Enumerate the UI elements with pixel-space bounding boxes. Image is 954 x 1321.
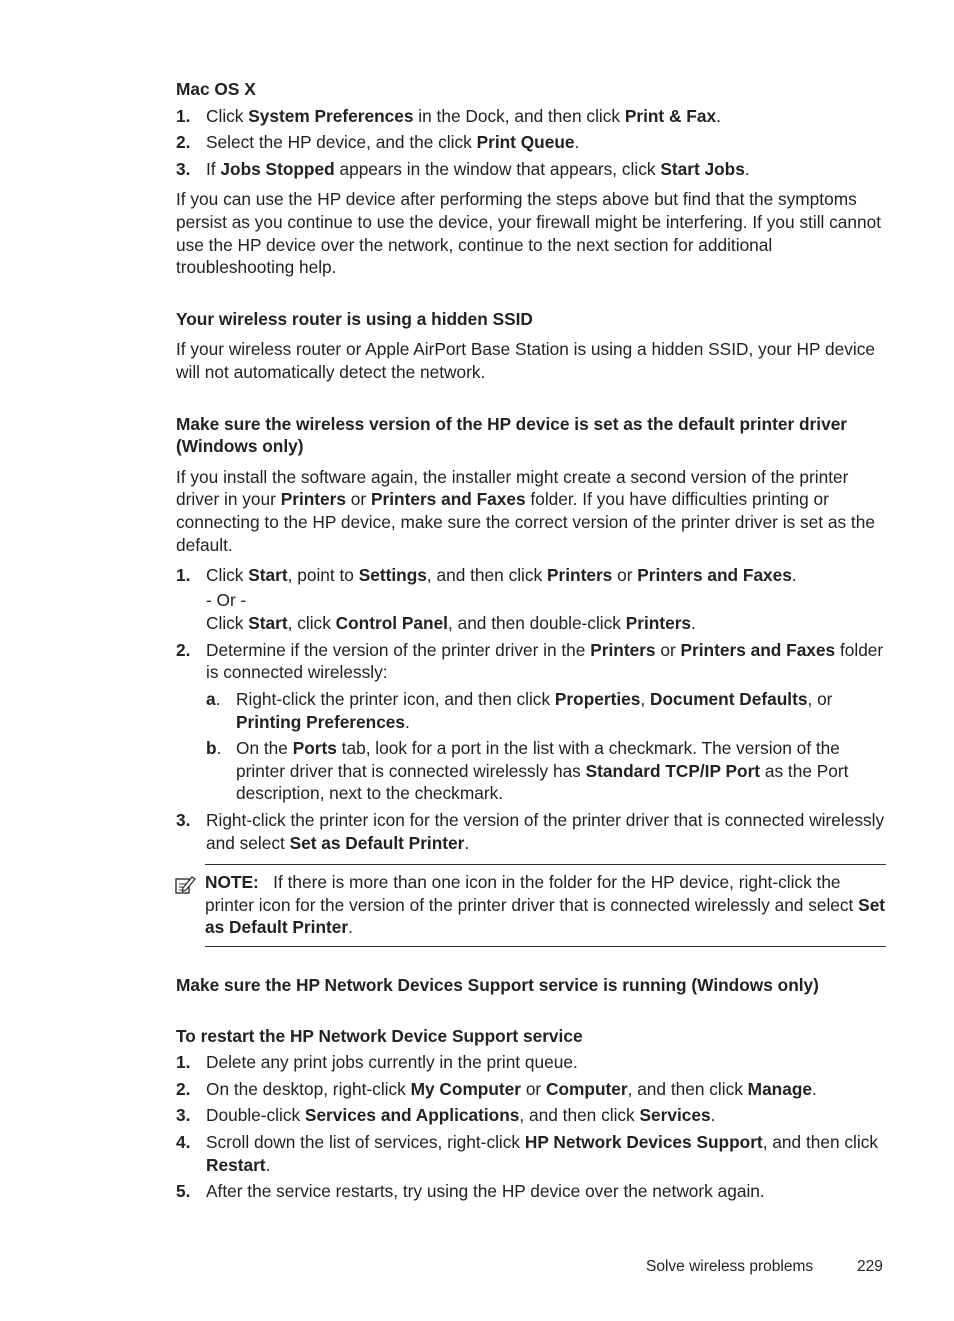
list-item: 1. Click Start, point to Settings, and then click Printers or Printers and Faxes. - Or - Click Start, click Control Panel, and then double-click Printers. xyxy=(176,564,886,635)
list-item: 5. After the service restarts, try using the HP device over the network again. xyxy=(176,1181,765,1202)
list-item: 2. Select the HP device, and the click Print Queue. xyxy=(176,132,580,153)
step-number: 2. xyxy=(176,132,191,153)
step-number: 2. xyxy=(176,1078,191,1099)
step-number: 3. xyxy=(176,1105,191,1126)
or-separator: - Or - xyxy=(206,589,247,610)
step-number: 4. xyxy=(176,1131,191,1152)
macos-heading: Mac OS X xyxy=(176,79,256,99)
step-number: 1. xyxy=(176,565,191,586)
note-icon xyxy=(174,875,196,895)
note-box xyxy=(205,864,886,947)
default-heading: Make sure the wireless version of the HP device is set as the default printer driver (Windows only) xyxy=(176,413,848,457)
step-number: 1. xyxy=(176,105,191,126)
sub-list-item: a. Right-click the printer icon, and then click Properties, Document Defaults, or Printing Preferences. xyxy=(206,689,833,732)
service-heading: Make sure the HP Network Devices Support service is running (Windows only) xyxy=(176,975,819,995)
step-number: 2. xyxy=(176,639,191,660)
note-label: NOTE: xyxy=(205,872,259,893)
list-item: 4. Scroll down the list of services, right-click HP Network Devices Support, and then click Restart. xyxy=(176,1131,878,1175)
list-item: 2. On the desktop, right-click My Computer or Computer, and then click Manage. xyxy=(176,1078,817,1099)
macos-steps xyxy=(176,105,886,181)
footer-section-title: Solve wireless problems xyxy=(646,1258,814,1275)
list-item: 3. Double-click Services and Applications, and then click Services. xyxy=(176,1105,716,1126)
ssid-paragraph: If your wireless router or Apple AirPort Base Station is using a hidden SSID, your HP device will not automatically detect the network. xyxy=(176,339,875,382)
step-number: 3. xyxy=(176,158,191,179)
list-item: 1. Click System Preferences in the Dock, and then click Print & Fax. xyxy=(176,105,721,126)
sub-step-letter: a xyxy=(206,689,216,710)
list-item: 3. If Jobs Stopped appears in the window that appears, click Start Jobs. xyxy=(176,158,750,179)
page-content xyxy=(176,78,886,1203)
service-steps xyxy=(176,1051,886,1203)
list-item: 3. Right-click the printer icon for the version of the printer driver that is connected wirelessly and select Set as Default Printer. xyxy=(176,810,885,853)
step-number: 1. xyxy=(176,1052,191,1073)
default-steps xyxy=(176,564,886,854)
sub-step-letter: b xyxy=(206,738,217,759)
default-paragraph: If you install the software again, the installer might create a second version of the printer driver in your Printers or Printers and Faxes folder. If you have difficulties printing or connecting to the HP device, make sure the correct version of the printer driver is set as the default. xyxy=(176,466,875,555)
ssid-heading: Your wireless router is using a hidden SSID xyxy=(176,308,533,329)
macos-paragraph: If you can use the HP device after performing the steps above but find that the symptoms persist as you continue to use the device, your firewall might be interfering. If you still cannot use the HP device over the network, continue to the next section for additional troubleshooting help. xyxy=(176,189,882,278)
page-number: 229 xyxy=(857,1258,883,1275)
list-item: 1. Delete any print jobs currently in the print queue. xyxy=(176,1052,578,1073)
sub-list-item: b. On the Ports tab, look for a port in the list with a checkmark. The version of the printer driver that is connected wirelessly has Standard TCP/IP Port as the Port description, next to the checkmark. xyxy=(206,738,849,804)
step-number: 3. xyxy=(176,810,191,831)
list-item: 2. Determine if the version of the printer driver in the Printers or Printers and Faxes folder is connected wirelessly: a. Right-click the printer icon, and then click Properties, Document Defaults, or Printing Preferences. b. On the Ports tab, look for a port in the list with a checkmark. The version of the printer driver that is connected wirelessly has Standard TCP/IP Port as the Port description, next to the checkmark. xyxy=(176,639,886,805)
note-text: NOTE: If there is more than one icon in the folder for the HP device, right-click the printer icon for the version of the printer driver that is connected wirelessly and select Set as Default Printer. xyxy=(205,872,886,938)
step-number: 5. xyxy=(176,1181,191,1202)
service-subheading: To restart the HP Network Device Support service xyxy=(176,1025,583,1046)
